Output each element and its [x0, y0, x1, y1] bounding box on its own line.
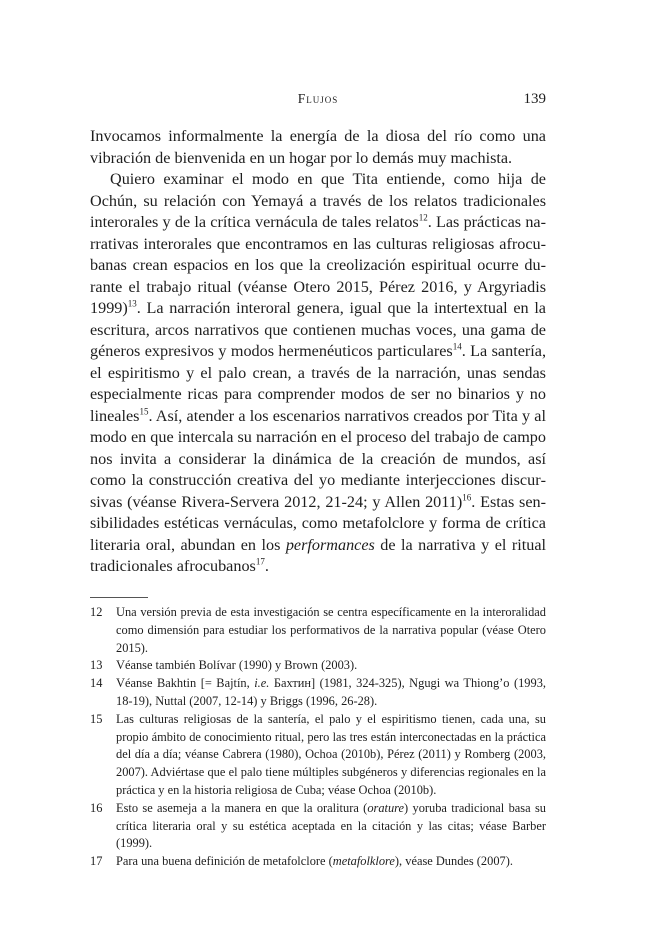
footnote-text: [116, 676, 546, 708]
footnote-17: [90, 853, 546, 871]
footnote-ref[interactable]: 12: [418, 212, 428, 223]
text-run: . Estas sensibilidades estéticas vernáculas, como metafolclore y forma de crítica literaria oral, abundan en los: [90, 492, 546, 554]
footnote-ref[interactable]: 14: [452, 341, 462, 352]
footnote-15: [90, 711, 546, 800]
text-run: . Así, atender a los escenarios narrativos creados por Tita y al modo en que intercala su narración en el proceso del trabajo de campo nos invita a considerar la dinámica de la creación de mundos, así como la construcción creativa del yo mediante interjecciones discursivas (véanse Rivera-Servera 2012, 21-24; y Allen 2011): [90, 406, 546, 511]
text-run: de la narrativa y el ritual tradicionales afrocubanos: [90, 535, 546, 575]
text-run: ), véase Dundes (2007).: [394, 854, 513, 869]
footnote-ref[interactable]: 13: [127, 298, 137, 309]
running-title: Flujos: [297, 91, 339, 106]
paragraph-2: [90, 169, 546, 578]
text-run: . La santería, el espiritismo y el palo crean, a través de la narración, unas sendas especialmente ricas para comprender modos de ser no binarios y no lineales: [90, 342, 547, 425]
footnote-separator: [90, 597, 148, 598]
footnote-text: Las culturas religiosas de la santería, el palo y el espiritismo tienen, cada una, su propio ámbito de conocimiento ritual, pero las tres están interconectadas en la práctica del día a día; véanse Cabrera (1980), Ochoa (2010b), Pérez (2011) y Romberg (2003, 2007). Adviértase que el palo tiene múltiples subgéneros y diferencias regionales en la práctica y en la historia religiosa de Cuba; véase Ochoa (2010b).: [116, 711, 546, 797]
emphasis: performances: [285, 535, 375, 554]
footnote-13: [90, 657, 546, 675]
footnote-ref[interactable]: 17: [255, 556, 265, 567]
footnotes: [90, 604, 546, 871]
paragraph-1: Invocamos informalmente la energía de la diosa del río como una vibración de bienvenida en un hogar por lo demás muy machista.: [90, 127, 546, 167]
text-run: Бахтин] (1981, 324-325), Ngugi wa Thiong’o (1993, 18-19), Nuttal (2007, 12-14) y Briggs (1996, 26-28).: [116, 676, 546, 708]
footnote-ref[interactable]: 16: [462, 492, 472, 503]
main-text: [90, 126, 546, 578]
footnote-text: Véanse también Bolívar (1990) y Brown (2003).: [116, 658, 358, 673]
footnote-text: Una versión previa de esta investigación se centra específicamente en la interoralidad como dimensión para estudiar los performativos de la narrativa popular (véase Otero 2015).: [116, 605, 546, 655]
footnote-text: [116, 854, 513, 868]
footnote-14: [90, 675, 546, 711]
footnote-number: 14: [90, 676, 103, 691]
footnote-number: 15: [90, 711, 103, 726]
footnote-number: 16: [90, 800, 103, 815]
footnote-number: 13: [90, 658, 103, 673]
text-run: Esto se asemeja a la manera en que la oralitura (: [116, 800, 368, 815]
text-run: Para una buena definición de metafolclore (: [116, 854, 333, 869]
emphasis: i.e.: [254, 676, 270, 691]
footnote-12: [90, 604, 546, 657]
footnote-ref[interactable]: 15: [139, 406, 149, 417]
footnote-number: 12: [90, 605, 103, 619]
text-run: Quiero examinar el modo en que Tita entiende, como hija de Ochún, su relación con Yemayá a través de los relatos tradicionales interorales y de la crítica vernácula de tales relatos: [90, 170, 546, 231]
emphasis: orature: [367, 800, 405, 815]
text-run: ) yoruba tradicional basa su crítica literaria oral y su estética aceptada en la citación y las citas; véase Barber (1999).: [116, 800, 546, 851]
footnote-number: 17: [90, 854, 103, 869]
text-run: .: [264, 557, 269, 575]
text-run: . Las prácticas narrativas interorales que encontramos en las culturas religiosas afrocubanas crean espacios en los que la creolización espiritual ocurre durante el trabajo ritual (véanse Otero 2015, Pérez 2016, y Argyriadis 1999): [90, 213, 546, 317]
footnote-16: [90, 800, 546, 853]
emphasis: metafolklore: [332, 854, 395, 869]
text-run: Véanse Bakhtin [= Bajtín,: [116, 676, 255, 691]
text-run: . La narración interoral genera, igual que la intertextual en la escritura, arcos narrativos que contienen muchas voces, una gama de géneros expresivos y modos hermenéuticos particulares: [90, 299, 546, 360]
footnote-text: [116, 801, 546, 851]
page-header: [90, 91, 546, 111]
page-number: 139: [523, 91, 546, 107]
